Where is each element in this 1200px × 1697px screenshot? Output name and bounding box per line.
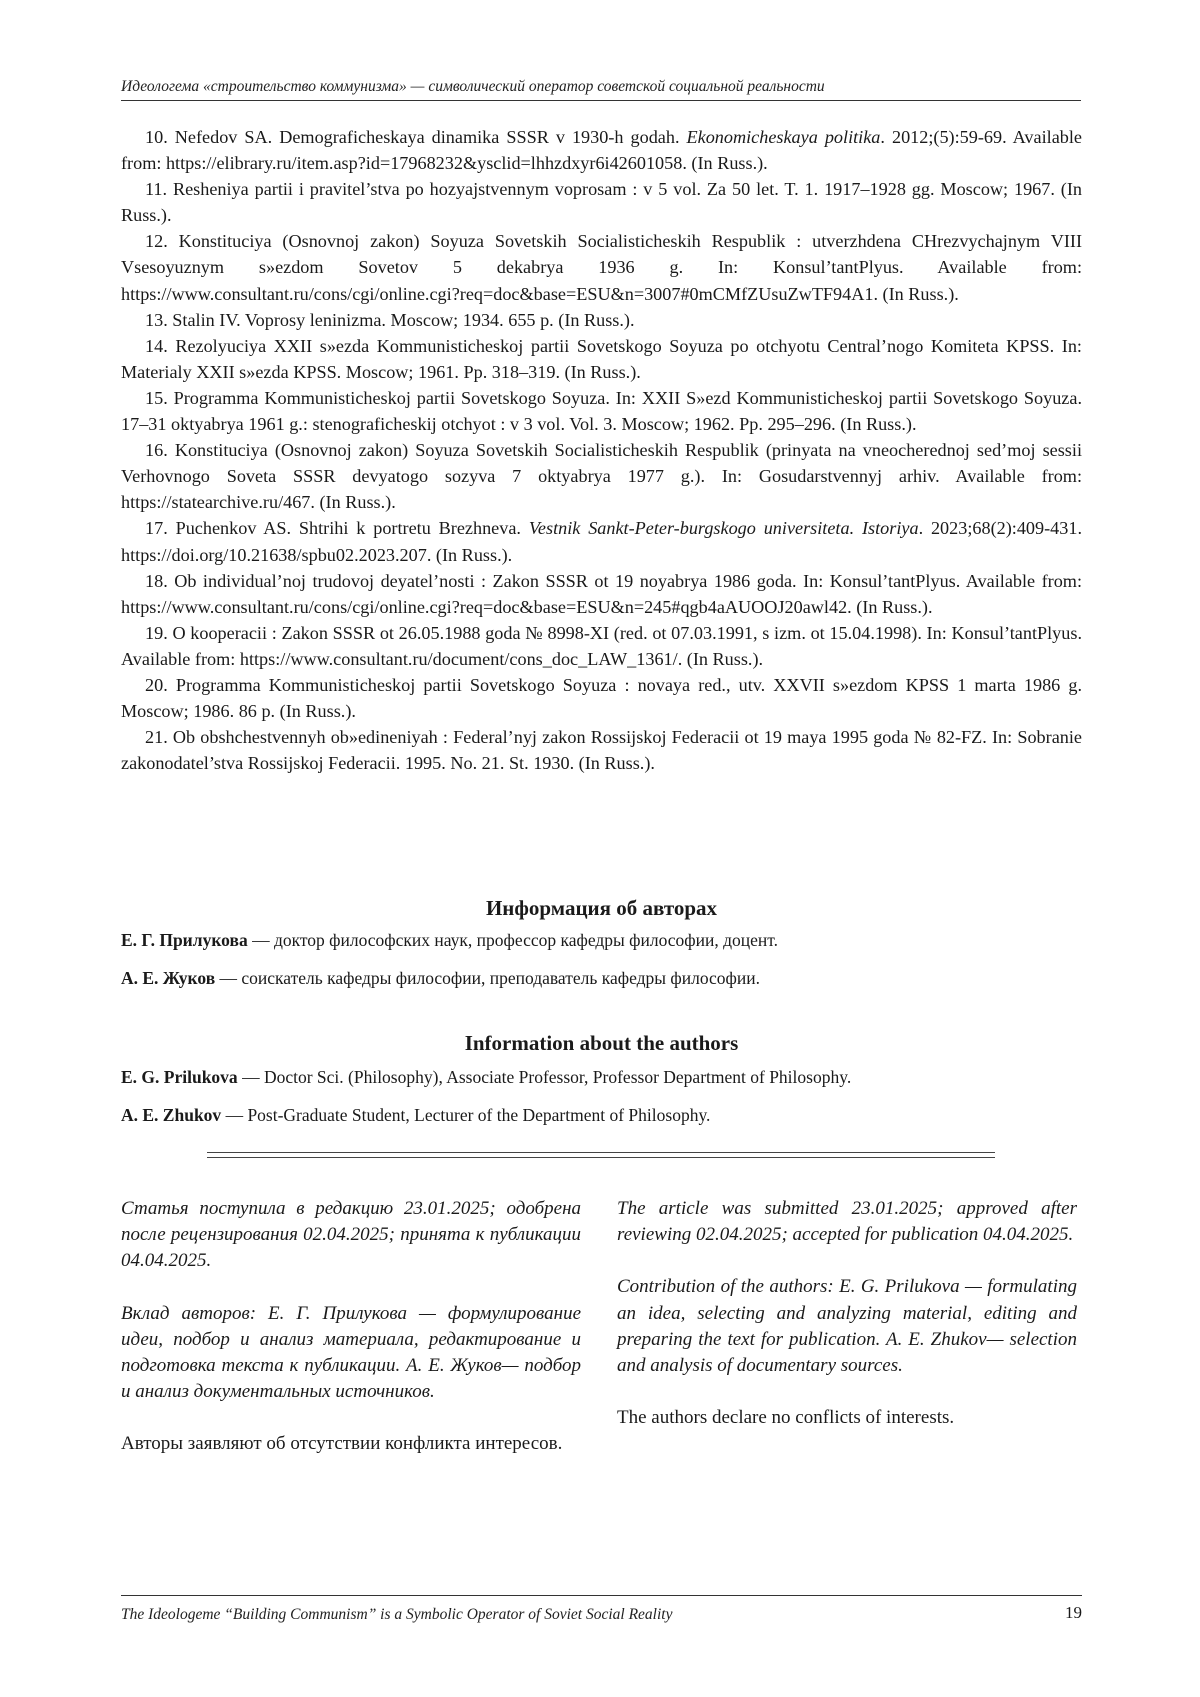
authors-en-title: Information about the authors [464,1031,739,1055]
reference-item: 18. Ob individual’noj trudovoj deyatel’nosti : Zakon SSSR ot 19 noyabrya 1986 goda. In: Konsul’tantPlyus. Available from: https://www.consultant.ru/cons/cgi/online.cgi?req=doc&base=ESU&n=245#qgb4aAUOOJ20awl42. (In Russ.). [121,570,1082,617]
reference-item: 14. Rezolyuciya XXII s»ezda Kommunisticheskoj partii Sovetskogo Soyuza po otchyotu Central’nogo Komiteta KPSS. In: Materialy XXII s»ezda KPSS. Moscow; 1961. Pp. 318–319. (In Russ.). [121,335,1082,382]
reference-item: 12. Konstituciya (Osnovnoj zakon) Soyuza Sovetskih Socialisticheskih Respublik : utverzhdena CHrezvychajnym VIII Vsesoyuznym s»ezdom Sovetov 5 dekabrya 1936 g. In: Konsul’tantPlyus. Available from: https://www.consultant.ru/cons/cgi/online.cgi?req=doc&base=ESU&n=3007#0mCMfZUsuZwTF94A1. (In Russ.). [121,231,1083,304]
reference-item: 17. Puchenkov AS. Shtrihi k portretu Brezhneva. Vestnik Sankt-Peter-burgskogo universiteta. Istoriya. 2023;68(2):409-431. https://doi.org/10.21638/spbu02.2023.207. (In Russ.). [121,518,1083,565]
reference-item: 19. O kooperacii : Zakon SSSR ot 26.05.1988 goda № 8998-XI (red. ot 07.03.1991, s izm. ot 15.04.1998). In: Konsul’tantPlyus. Available from: https://www.consultant.ru/document/cons_doc_LAW_1361/. (In Russ.). [121,622,1082,669]
author-ru-1: Е. Г. Прилукова — доктор философских наук, профессор кафедры философии, доцент. [121,930,778,950]
contribution-ru: Вклад авторов: Е. Г. Прилукова — формулирование идеи, подбор и анализ материала, редактирование и подготовка текста к публикации. А. Е. Жуков— подбор и анализ документальных источников. [121,1302,581,1403]
reference-item: 10. Nefedov SA. Demograficheskaya dinamika SSSR v 1930-h godah. Ekonomicheskaya politika. 2012;(5):59-69. Available from: https://elibrary.ru/item.asp?id=17968232&ysclid=lhhzdxyr6i42601058. (In Russ.). [121,127,1082,174]
received-ru: Статья поступила в редакцию 23.01.2025; одобрена после рецензирования 02.04.2025; принята к публикации 04.04.2025. [121,1198,581,1272]
received-en: The article was submitted 23.01.2025; approved after reviewing 02.04.2025; accepted for publication 04.04.2025. [617,1198,1077,1246]
reference-item: 15. Programma Kommunisticheskoj partii Sovetskogo Soyuza. In: XXII S»ezd Kommunisticheskoj partii Sovetskogo Soyuza. 17–31 oktyabrya 1961 g.: stenograficheskij otchyot : v 3 vol. Vol. 3. Moscow; 1962. Pp. 295–296. (In Russ.). [121,387,1082,435]
footnotes-ru [121,1196,581,1484]
conflict-en: The authors declare no conflicts of interests. [617,1407,955,1429]
reference-item: 21. Ob obshchestvennyh ob»edineniyah : Federal’nyj zakon Rossijskoj Federacii ot 19 maya 1995 goda № 82-FZ. In: Sobranie zakonodatel’stva Rossijskoj Federacii. 1995. No. 21. St. 1930. (In Russ.). [121,727,1082,774]
footer-rule [121,1595,1082,1596]
footnotes-en [617,1196,1077,1457]
author-en-2: A. E. Zhukov — Post-Graduate Student, Lecturer of the Department of Philosophy. [121,1105,711,1125]
reference-list [121,124,1082,776]
reference-item: 11. Resheniya partii i pravitel’stva po hozyajstvennym voprosam : v 5 vol. Za 50 let. T. 1. 1917–1928 gg. Moscow; 1967. (In Russ.). [121,179,1083,226]
author-en-1: E. G. Prilukova — Doctor Sci. (Philosophy), Associate Professor, Professor Department of Philosophy. [121,1067,852,1087]
reference-item: 13. Stalin IV. Voprosy leninizma. Moscow; 1934. 655 p. (In Russ.). [145,309,635,330]
authors-ru-title: Информация об авторах [485,896,718,920]
author-ru-2: А. Е. Жуков — соискатель кафедры философии, преподаватель кафедры философии. [121,968,761,988]
running-footer: The Ideologeme “Building Communism” is a Symbolic Operator of Soviet Social Reality [121,1606,673,1623]
reference-item: 20. Programma Kommunisticheskoj partii Sovetskogo Soyuza : novaya red., utv. XXVII s»ezdom KPSS 1 marta 1986 g. Moscow; 1986. 86 p. (In Russ.). [121,674,1082,722]
conflict-ru: Авторы заявляют об отсутствии конфликта интересов. [121,1433,563,1455]
running-header: Идеологема «строительство коммунизма» — символический оператор советской социальной реальности [121,78,1081,101]
double-rule-divider [207,1152,995,1158]
reference-item: 16. Konstituciya (Osnovnoj zakon) Soyuza Sovetskih Socialisticheskih Respublik (prinyata na vneocherednoj sed’moj sessii Verhovnogo Soveta SSSR devyatogo sozyva 7 oktyabrya 1977 g.). In: Gosudarstvennyj arhiv. Available from: https://statearchive.ru/467. (In Russ.). [121,440,1082,513]
page-number: 19 [1065,1603,1082,1622]
contribution-en: Contribution of the authors: E. G. Prilukova — formulating an idea, selecting and analyzing material, editing and preparing the text for publication. A. E. Zhukov— selection and analysis of documentary sources. [617,1276,1077,1377]
